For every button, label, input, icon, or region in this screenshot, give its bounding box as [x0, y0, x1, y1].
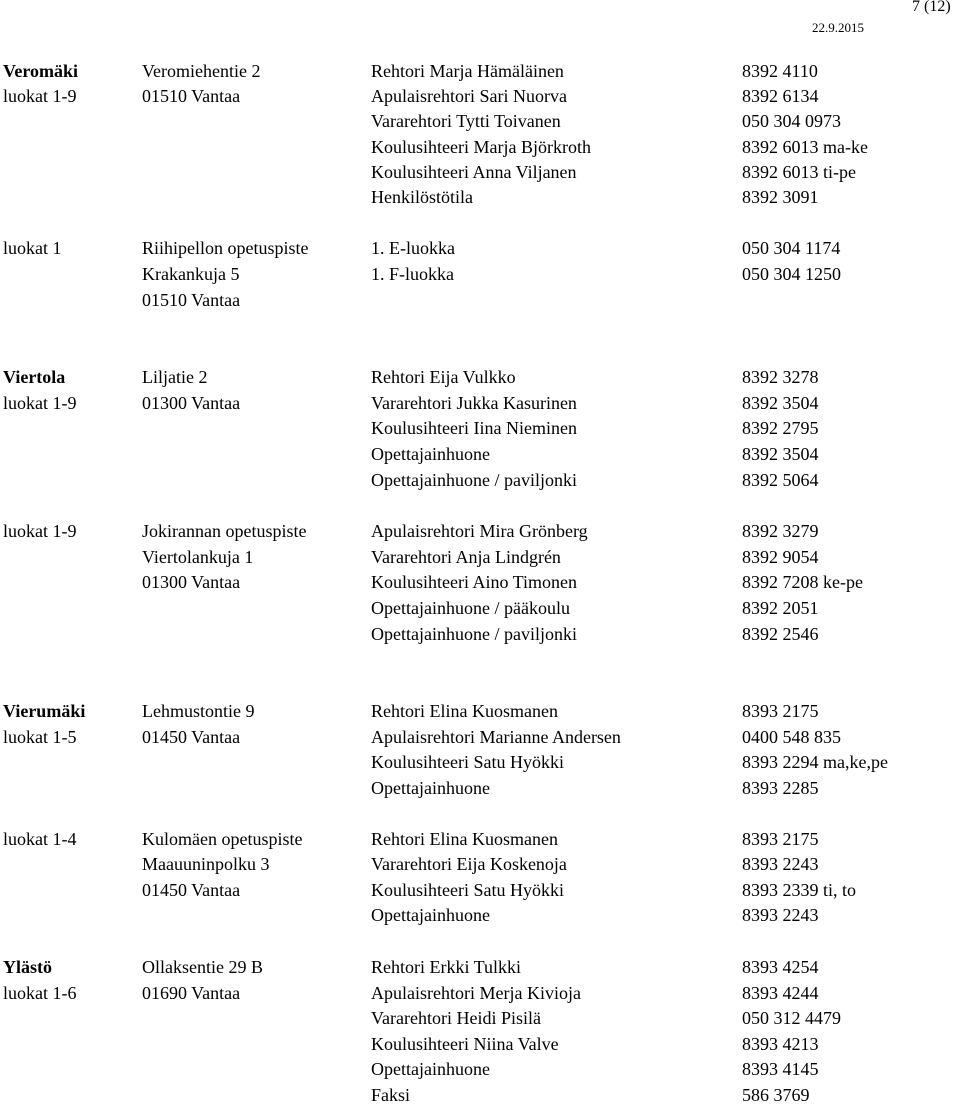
contact-role: Faksi — [371, 1085, 411, 1105]
contact-row — [0, 569, 960, 595]
contact-row — [0, 159, 960, 185]
address-text: 01690 Vantaa — [142, 983, 241, 1003]
contact-row — [0, 184, 960, 210]
contact-row — [0, 83, 960, 109]
phone-number: 8392 3504 — [742, 444, 819, 464]
address-text: 01450 Vantaa — [142, 880, 241, 900]
contact-row — [0, 595, 960, 621]
phone-number: 8392 9054 — [742, 547, 819, 567]
phone-number: 8392 3504 — [742, 393, 819, 413]
contact-row — [0, 1082, 960, 1108]
contact-row — [0, 826, 960, 852]
phone-number: 586 3769 — [742, 1085, 810, 1105]
phone-number: 050 304 1250 — [742, 264, 841, 284]
school-name: luokat 1-4 — [3, 829, 77, 849]
address-text: Kulomäen opetuspiste — [142, 829, 303, 849]
contact-role: Rehtori Elina Kuosmanen — [371, 701, 558, 721]
contact-role: Henkilöstötila — [371, 187, 473, 207]
phone-number: 050 304 1174 — [742, 238, 841, 258]
school-name: Ylästö — [3, 957, 52, 977]
contact-role: Vararehtori Eija Koskenoja — [371, 854, 567, 874]
contact-row — [0, 775, 960, 801]
phone-number: 8392 3279 — [742, 521, 819, 541]
address-text: 01300 Vantaa — [142, 393, 241, 413]
contact-role: Opettajainhuone — [371, 444, 490, 464]
school-name: Veromäki — [3, 61, 79, 81]
school-name: luokat 1 — [3, 238, 62, 258]
contact-role: Vararehtori Heidi Pisilä — [371, 1008, 541, 1028]
contact-role: Koulusihteeri Marja Björkroth — [371, 137, 591, 157]
phone-number: 8393 4213 — [742, 1034, 819, 1054]
contact-row — [0, 441, 960, 467]
contact-row — [0, 108, 960, 134]
contact-role: Koulusihteeri Anna Viljanen — [371, 162, 577, 182]
contact-role: Koulusihteeri Satu Hyökki — [371, 880, 564, 900]
contact-role: Rehtori Eija Vulkko — [371, 367, 516, 387]
contact-row — [0, 364, 960, 390]
contact-role: Apulaisrehtori Marianne Andersen — [371, 727, 621, 747]
phone-number: 8393 4254 — [742, 957, 819, 977]
contact-row — [0, 58, 960, 84]
contact-role: 1. E-luokka — [371, 238, 455, 258]
phone-number: 8393 2294 ma,ke,pe — [742, 752, 888, 772]
contact-row — [0, 1056, 960, 1082]
contact-role: Opettajainhuone — [371, 905, 490, 925]
address-text: Jokirannan opetuspiste — [142, 521, 307, 541]
contact-role: Koulusihteeri Iina Nieminen — [371, 418, 577, 438]
contact-role: Rehtori Marja Hämäläinen — [371, 61, 564, 81]
phone-number: 8392 6013 ma-ke — [742, 137, 868, 157]
contact-role: Koulusihteeri Aino Timonen — [371, 572, 578, 592]
school-name: Viertola — [3, 367, 66, 387]
address-text: Veromiehentie 2 — [142, 61, 261, 81]
phone-number: 8392 6013 ti-pe — [742, 162, 856, 182]
contact-role: Opettajainhuone / pääkoulu — [371, 598, 570, 618]
contact-role: Rehtori Elina Kuosmanen — [371, 829, 558, 849]
phone-number: 8393 2175 — [742, 701, 819, 721]
phone-number: 8392 7208 ke-pe — [742, 572, 863, 592]
contact-role: Opettajainhuone / paviljonki — [371, 470, 577, 490]
contact-row — [0, 544, 960, 570]
phone-number: 8393 2243 — [742, 854, 819, 874]
contact-role: Rehtori Erkki Tulkki — [371, 957, 522, 977]
address-text: Liljatie 2 — [142, 367, 208, 387]
contact-row — [0, 980, 960, 1006]
contact-row — [0, 415, 960, 441]
contact-row — [0, 518, 960, 544]
phone-number: 8393 4145 — [742, 1059, 819, 1079]
phone-number: 8393 4244 — [742, 983, 819, 1003]
contact-role: Koulusihteeri Niina Valve — [371, 1034, 559, 1054]
school-name: luokat 1-5 — [3, 727, 77, 747]
document-date: 22.9.2015 — [812, 20, 864, 35]
contact-row — [0, 621, 960, 647]
contact-row — [0, 851, 960, 877]
address-text: Maauuninpolku 3 — [142, 854, 270, 874]
contact-row — [0, 902, 960, 928]
contact-row — [0, 261, 960, 287]
contact-role: Opettajainhuone / paviljonki — [371, 624, 577, 644]
phone-number: 8393 2339 ti, to — [742, 880, 857, 900]
address-text: Ollaksentie 29 B — [142, 957, 263, 977]
contact-role: Koulusihteeri Satu Hyökki — [371, 752, 564, 772]
address-text: Riihipellon opetuspiste — [142, 238, 309, 258]
address-text: 01510 Vantaa — [142, 290, 241, 310]
address-text: 01510 Vantaa — [142, 86, 241, 106]
phone-number: 8392 6134 — [742, 86, 819, 106]
address-text: Viertolankuja 1 — [142, 547, 254, 567]
phone-number: 8392 3278 — [742, 367, 819, 387]
address-text: 01300 Vantaa — [142, 572, 241, 592]
contact-role: Vararehtori Tytti Toivanen — [371, 111, 561, 131]
phone-number: 050 304 0973 — [742, 111, 841, 131]
school-name: Vierumäki — [3, 701, 86, 721]
address-text: 01450 Vantaa — [142, 727, 241, 747]
school-name: luokat 1-9 — [3, 393, 77, 413]
phone-number: 8392 4110 — [742, 61, 818, 81]
contact-row — [0, 724, 960, 750]
contact-role: Opettajainhuone — [371, 778, 490, 798]
address-text: Lehmustontie 9 — [142, 701, 255, 721]
contact-row — [0, 954, 960, 980]
address-text: Krakankuja 5 — [142, 264, 240, 284]
phone-number: 8392 2795 — [742, 418, 819, 438]
contact-role: Vararehtori Anja Lindgrén — [371, 547, 561, 567]
contact-row — [0, 467, 960, 493]
phone-number: 8392 2051 — [742, 598, 819, 618]
page-number: 7 (12) — [912, 0, 951, 15]
contact-row — [0, 287, 960, 313]
contact-row — [0, 1031, 960, 1057]
contact-row — [0, 749, 960, 775]
phone-number: 8393 2243 — [742, 905, 819, 925]
contact-row — [0, 235, 960, 261]
school-name: luokat 1-9 — [3, 521, 77, 541]
contact-role: Opettajainhuone — [371, 1059, 490, 1079]
contact-row — [0, 698, 960, 724]
phone-number: 8392 2546 — [742, 624, 819, 644]
contact-row — [0, 1005, 960, 1031]
school-name: luokat 1-6 — [3, 983, 77, 1003]
contact-row — [0, 134, 960, 160]
contact-row — [0, 877, 960, 903]
phone-number: 8392 3091 — [742, 187, 819, 207]
contact-role: Vararehtori Jukka Kasurinen — [371, 393, 577, 413]
phone-number: 050 312 4479 — [742, 1008, 841, 1028]
phone-number: 8393 2285 — [742, 778, 819, 798]
school-name: luokat 1-9 — [3, 86, 77, 106]
contact-role: Apulaisrehtori Mira Grönberg — [371, 521, 588, 541]
contact-role: Apulaisrehtori Merja Kivioja — [371, 983, 581, 1003]
contact-role: Apulaisrehtori Sari Nuorva — [371, 86, 567, 106]
phone-number: 0400 548 835 — [742, 727, 841, 747]
phone-number: 8393 2175 — [742, 829, 819, 849]
contact-role: 1. F-luokka — [371, 264, 454, 284]
contact-row — [0, 390, 960, 416]
phone-number: 8392 5064 — [742, 470, 819, 490]
